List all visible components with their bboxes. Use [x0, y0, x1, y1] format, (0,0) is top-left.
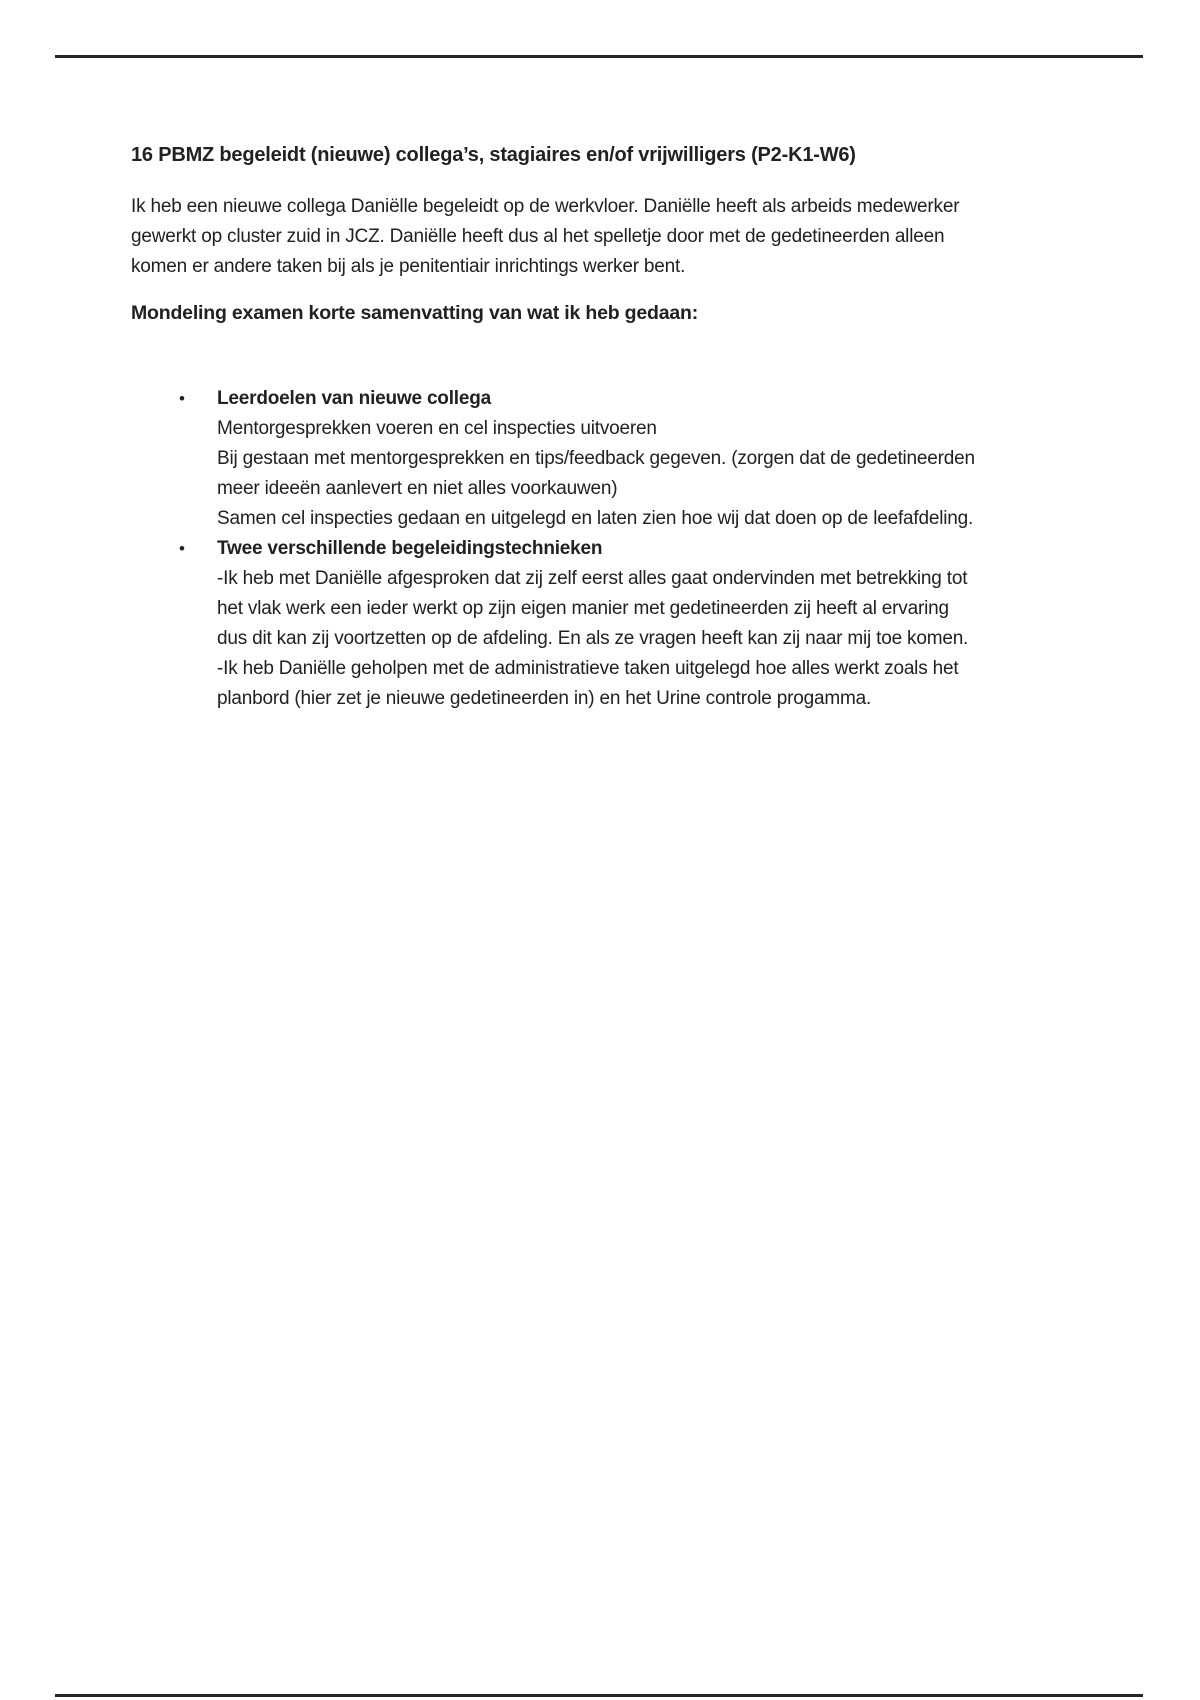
list-item-line: -Ik heb met Daniëlle afgesproken dat zij zelf eerst alles gaat ondervinden met betrekking tot [217, 568, 968, 589]
top-border-line [55, 55, 1143, 58]
intro-line: gewerkt op cluster zuid in JCZ. Daniëlle heeft dus al het spelletje door met de gedetineerden alleen [131, 226, 945, 247]
intro-paragraph [131, 192, 1141, 282]
list-item-line: Samen cel inspecties gedaan en uitgelegd en laten zien hoe wij dat doen op de leefafdeling. [217, 508, 974, 529]
bottom-border-line [55, 1694, 1143, 1697]
list-item-begeleidingstechnieken [131, 534, 1141, 714]
list-item-line: meer ideeën aanlevert en niet alles voorkauwen) [217, 478, 618, 499]
section-heading: 16 PBMZ begeleidt (nieuwe) collega’s, stagiaires en/of vrijwilligers (P2-K1-W6) [131, 144, 856, 166]
list-item-line: dus dit kan zij voortzetten op de afdeling. En als ze vragen heeft kan zij naar mij toe komen. [217, 628, 969, 649]
list-item-line: planbord (hier zet je nieuwe gedetineerden in) en het Urine controle progamma. [217, 688, 872, 709]
list-item-title: Twee verschillende begeleidingstechnieken [217, 538, 603, 559]
list-item-title: Leerdoelen van nieuwe collega [217, 388, 492, 409]
bullet-icon: • [179, 539, 185, 558]
list-item-line: -Ik heb Daniëlle geholpen met de administratieve taken uitgelegd hoe alles werkt zoals het [217, 658, 959, 679]
list-item-line: Bij gestaan met mentorgesprekken en tips/feedback gegeven. (zorgen dat de gedetineerden [217, 448, 975, 469]
list-item-leerdoelen [131, 384, 1141, 534]
summary-bullet-list [131, 384, 1141, 714]
subheading-mondeling-examen: Mondeling examen korte samenvatting van wat ik heb gedaan: [131, 302, 699, 324]
intro-line: Ik heb een nieuwe collega Daniëlle begeleidt op de werkvloer. Daniëlle heeft als arbeids medewerker [131, 196, 960, 217]
document-content [131, 140, 1141, 714]
bullet-icon: • [179, 389, 185, 408]
list-item-line: het vlak werk een ieder werkt op zijn eigen manier met gedetineerden zij heeft al ervaring [217, 598, 949, 619]
intro-line: komen er andere taken bij als je penitentiair inrichtings werker bent. [131, 256, 686, 277]
list-item-line: Mentorgesprekken voeren en cel inspecties uitvoeren [217, 418, 657, 439]
